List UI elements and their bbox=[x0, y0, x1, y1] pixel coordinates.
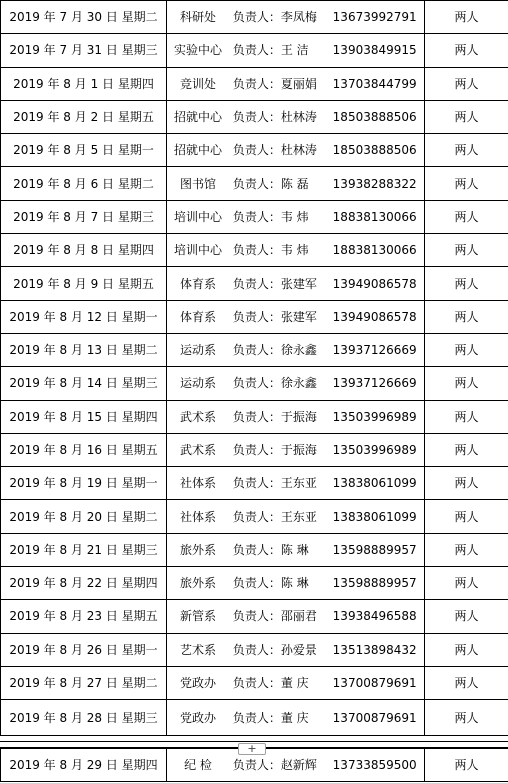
duty-date-cell[interactable]: 2019 年 8 月 28 日 星期三 bbox=[1, 700, 167, 736]
responsible-label: 负责人： bbox=[232, 76, 281, 91]
department-cell[interactable] bbox=[167, 500, 425, 533]
department-name: 党政办 bbox=[179, 676, 216, 691]
responsible-label: 负责人： bbox=[232, 542, 281, 557]
table-row bbox=[1, 234, 508, 267]
department-cell[interactable] bbox=[167, 234, 425, 267]
table-row bbox=[1, 567, 508, 600]
duty-date-cell[interactable]: 2019 年 8 月 21 日 星期三 bbox=[1, 533, 167, 566]
duty-date-cell[interactable]: 2019 年 8 月 5 日 星期一 bbox=[1, 134, 167, 167]
staff-count-cell[interactable]: 两人 bbox=[425, 700, 508, 736]
duty-date-cell[interactable]: 2019 年 8 月 19 日 星期一 bbox=[1, 467, 167, 500]
responsible-label: 负责人： bbox=[232, 710, 281, 725]
department-name: 新管系 bbox=[179, 609, 216, 624]
phone-number: 13938288322 bbox=[332, 176, 417, 191]
department-cell[interactable] bbox=[167, 34, 425, 67]
phone-number: 13949086578 bbox=[332, 309, 417, 324]
staff-count-cell[interactable]: 两人 bbox=[425, 167, 508, 200]
duty-date-cell[interactable]: 2019 年 8 月 12 日 星期一 bbox=[1, 300, 167, 333]
table-row bbox=[1, 533, 508, 566]
phone-number: 13700879691 bbox=[332, 676, 417, 691]
responsible-person: 夏丽娟 bbox=[280, 76, 317, 91]
phone-number: 13938496588 bbox=[332, 609, 417, 624]
staff-count-cell[interactable]: 两人 bbox=[425, 67, 508, 100]
department-name: 竞训处 bbox=[179, 76, 216, 91]
department-name: 科研处 bbox=[179, 10, 216, 25]
department-cell[interactable] bbox=[167, 100, 425, 133]
department-name: 党政办 bbox=[179, 710, 216, 725]
staff-count-cell[interactable]: 两人 bbox=[425, 1, 508, 34]
department-cell[interactable] bbox=[167, 633, 425, 666]
department-name: 招就中心 bbox=[173, 143, 222, 158]
responsible-person: 杜林涛 bbox=[280, 110, 317, 125]
responsible-label: 负责人： bbox=[232, 209, 281, 224]
department-cell[interactable] bbox=[167, 367, 425, 400]
duty-date-cell[interactable]: 2019 年 8 月 29 日 星期四 bbox=[1, 748, 167, 781]
responsible-person: 陈 磊 bbox=[280, 176, 309, 191]
phone-number: 18503888506 bbox=[332, 143, 417, 158]
department-cell[interactable] bbox=[167, 67, 425, 100]
duty-date-cell[interactable]: 2019 年 8 月 14 日 星期三 bbox=[1, 367, 167, 400]
responsible-label: 负责人： bbox=[232, 110, 281, 125]
department-cell[interactable] bbox=[167, 433, 425, 466]
duty-date-cell[interactable]: 2019 年 8 月 2 日 星期五 bbox=[1, 100, 167, 133]
department-name: 武术系 bbox=[179, 443, 216, 457]
table-row bbox=[1, 666, 508, 699]
responsible-person: 韦 炜 bbox=[280, 209, 309, 224]
table-row bbox=[1, 200, 508, 233]
responsible-label: 负责人： bbox=[232, 376, 281, 391]
phone-number: 13700879691 bbox=[332, 710, 417, 725]
table-row bbox=[1, 67, 508, 100]
responsible-label: 负责人： bbox=[232, 476, 281, 491]
department-name: 培训中心 bbox=[173, 209, 222, 224]
department-cell[interactable] bbox=[167, 600, 425, 633]
staff-count-cell[interactable]: 两人 bbox=[425, 34, 508, 67]
phone-number: 13503996989 bbox=[332, 409, 417, 424]
phone-number: 13949086578 bbox=[332, 276, 417, 291]
responsible-label: 负责人： bbox=[232, 10, 281, 25]
responsible-person: 徐永鑫 bbox=[280, 376, 317, 391]
department-name: 培训中心 bbox=[173, 243, 222, 258]
responsible-person: 徐永鑫 bbox=[280, 343, 317, 358]
responsible-person: 于振海 bbox=[280, 409, 317, 424]
department-cell[interactable] bbox=[167, 167, 425, 200]
staff-count-cell[interactable]: 两人 bbox=[425, 367, 508, 400]
phone-number: 13703844799 bbox=[332, 76, 417, 91]
phone-number: 13503996989 bbox=[332, 443, 417, 457]
staff-count-cell[interactable]: 两人 bbox=[425, 134, 508, 167]
phone-number: 13598889957 bbox=[332, 576, 417, 591]
responsible-person: 李凤梅 bbox=[280, 10, 317, 25]
duty-date-cell[interactable]: 2019 年 8 月 16 日 星期五 bbox=[1, 433, 167, 466]
department-cell[interactable] bbox=[167, 748, 425, 781]
responsible-person: 赵新辉 bbox=[280, 758, 317, 773]
staff-count-cell[interactable]: 两人 bbox=[425, 333, 508, 366]
duty-date-cell[interactable]: 2019 年 8 月 1 日 星期四 bbox=[1, 67, 167, 100]
department-cell[interactable] bbox=[167, 134, 425, 167]
phone-number: 18838130066 bbox=[332, 209, 417, 224]
department-cell[interactable] bbox=[167, 200, 425, 233]
staff-count-cell[interactable]: 两人 bbox=[425, 567, 508, 600]
table-row bbox=[1, 367, 508, 400]
responsible-label: 负责人： bbox=[232, 243, 281, 258]
responsible-label: 负责人： bbox=[232, 409, 281, 424]
staff-count-cell[interactable]: 两人 bbox=[425, 234, 508, 267]
phone-number: 18838130066 bbox=[332, 243, 417, 258]
table-row bbox=[1, 500, 508, 533]
table-row bbox=[1, 1, 508, 34]
department-cell[interactable] bbox=[167, 300, 425, 333]
staff-count-cell[interactable]: 两人 bbox=[425, 400, 508, 433]
duty-date-cell[interactable]: 2019 年 8 月 15 日 星期四 bbox=[1, 400, 167, 433]
responsible-label: 负责人： bbox=[232, 676, 281, 691]
department-name: 体育系 bbox=[179, 276, 216, 291]
responsible-person: 王 洁 bbox=[280, 43, 309, 58]
table-row bbox=[1, 34, 508, 67]
plus-icon[interactable]: + bbox=[238, 743, 266, 755]
duty-date-cell[interactable]: 2019 年 8 月 13 日 星期二 bbox=[1, 333, 167, 366]
department-name: 旅外系 bbox=[179, 542, 216, 557]
staff-count-cell[interactable]: 两人 bbox=[425, 433, 508, 466]
responsible-label: 负责人： bbox=[232, 509, 281, 524]
department-name: 体育系 bbox=[179, 309, 216, 324]
responsible-label: 负责人： bbox=[232, 309, 281, 324]
department-cell[interactable] bbox=[167, 400, 425, 433]
staff-count-cell[interactable]: 两人 bbox=[425, 533, 508, 566]
department-name: 运动系 bbox=[179, 343, 216, 358]
duty-date-cell[interactable]: 2019 年 8 月 9 日 星期五 bbox=[1, 267, 167, 300]
staff-count-cell[interactable]: 两人 bbox=[425, 633, 508, 666]
duty-date-cell[interactable]: 2019 年 7 月 30 日 星期二 bbox=[1, 1, 167, 34]
department-name: 纪 检 bbox=[184, 758, 212, 773]
table-row bbox=[1, 100, 508, 133]
responsible-person: 张建军 bbox=[280, 309, 317, 324]
staff-count-cell[interactable]: 两人 bbox=[425, 666, 508, 699]
duty-date-cell[interactable]: 2019 年 8 月 6 日 星期二 bbox=[1, 167, 167, 200]
duty-date-cell[interactable]: 2019 年 8 月 23 日 星期五 bbox=[1, 600, 167, 633]
staff-count-cell[interactable]: 两人 bbox=[425, 467, 508, 500]
table-row bbox=[1, 700, 508, 736]
department-name: 图书馆 bbox=[179, 176, 216, 191]
table-row bbox=[1, 267, 508, 300]
responsible-person: 王东亚 bbox=[280, 476, 317, 491]
responsible-person: 于振海 bbox=[280, 443, 317, 457]
staff-count-cell[interactable]: 两人 bbox=[425, 500, 508, 533]
responsible-person: 陈 琳 bbox=[280, 576, 309, 591]
phone-number: 13733859500 bbox=[332, 758, 417, 773]
responsible-label: 负责人： bbox=[232, 43, 281, 58]
table-row bbox=[1, 633, 508, 666]
responsible-label: 负责人： bbox=[232, 642, 281, 657]
table-row bbox=[1, 167, 508, 200]
responsible-label: 负责人： bbox=[232, 576, 281, 591]
department-name: 社体系 bbox=[179, 476, 216, 491]
phone-number: 13937126669 bbox=[332, 343, 417, 358]
department-name: 招就中心 bbox=[173, 110, 222, 125]
department-cell[interactable] bbox=[167, 267, 425, 300]
responsible-person: 陈 琳 bbox=[280, 542, 309, 557]
duty-roster-body bbox=[1, 1, 508, 736]
duty-date-cell[interactable]: 2019 年 8 月 8 日 星期四 bbox=[1, 234, 167, 267]
responsible-person: 杜林涛 bbox=[280, 143, 317, 158]
phone-number: 13598889957 bbox=[332, 542, 417, 557]
department-cell[interactable] bbox=[167, 1, 425, 34]
department-cell[interactable] bbox=[167, 333, 425, 366]
table-row bbox=[1, 467, 508, 500]
duty-date-cell[interactable]: 2019 年 8 月 7 日 星期三 bbox=[1, 200, 167, 233]
duty-date-cell[interactable]: 2019 年 7 月 31 日 星期三 bbox=[1, 34, 167, 67]
department-cell[interactable] bbox=[167, 567, 425, 600]
responsible-label: 负责人： bbox=[232, 176, 281, 191]
table-row bbox=[1, 400, 508, 433]
department-cell[interactable] bbox=[167, 700, 425, 736]
responsible-person: 张建军 bbox=[280, 276, 317, 291]
responsible-label: 负责人： bbox=[232, 609, 281, 624]
phone-number: 13903849915 bbox=[332, 43, 417, 58]
duty-date-cell[interactable]: 2019 年 8 月 20 日 星期二 bbox=[1, 500, 167, 533]
department-cell[interactable] bbox=[167, 533, 425, 566]
responsible-label: 负责人： bbox=[232, 758, 281, 773]
duty-date-cell[interactable]: 2019 年 8 月 26 日 星期一 bbox=[1, 633, 167, 666]
phone-number: 13838061099 bbox=[332, 476, 417, 491]
responsible-label: 负责人： bbox=[232, 276, 281, 291]
phone-number: 13838061099 bbox=[332, 509, 417, 524]
phone-number: 13513898432 bbox=[332, 642, 417, 657]
table-row bbox=[1, 433, 508, 466]
staff-count-cell[interactable]: 两人 bbox=[425, 267, 508, 300]
responsible-person: 王东亚 bbox=[280, 509, 317, 524]
duty-date-cell[interactable]: 2019 年 8 月 27 日 星期二 bbox=[1, 666, 167, 699]
staff-count-cell[interactable]: 两人 bbox=[425, 748, 508, 781]
staff-count-cell[interactable]: 两人 bbox=[425, 100, 508, 133]
table-row bbox=[1, 333, 508, 366]
responsible-person: 邵丽君 bbox=[280, 609, 317, 624]
department-name: 艺术系 bbox=[179, 642, 216, 657]
phone-number: 13673992791 bbox=[332, 10, 417, 25]
phone-number: 18503888506 bbox=[332, 110, 417, 125]
responsible-label: 负责人： bbox=[232, 343, 281, 358]
responsible-label: 负责人： bbox=[232, 143, 281, 158]
department-name: 社体系 bbox=[179, 509, 216, 524]
department-name: 实验中心 bbox=[173, 43, 222, 58]
table-row bbox=[1, 600, 508, 633]
department-cell[interactable] bbox=[167, 666, 425, 699]
staff-count-cell[interactable]: 两人 bbox=[425, 600, 508, 633]
phone-number: 13937126669 bbox=[332, 376, 417, 391]
duty-date-cell[interactable]: 2019 年 8 月 22 日 星期四 bbox=[1, 567, 167, 600]
responsible-person: 董 庆 bbox=[280, 676, 309, 691]
staff-count-cell[interactable]: 两人 bbox=[425, 200, 508, 233]
department-name: 武术系 bbox=[179, 409, 216, 424]
responsible-person: 董 庆 bbox=[280, 710, 309, 725]
table-row bbox=[1, 134, 508, 167]
department-name: 旅外系 bbox=[179, 576, 216, 591]
staff-count-cell[interactable]: 两人 bbox=[425, 300, 508, 333]
department-name: 运动系 bbox=[179, 376, 216, 391]
responsible-person: 孙爱景 bbox=[280, 642, 317, 657]
table-row bbox=[1, 300, 508, 333]
responsible-label: 负责人： bbox=[232, 443, 281, 457]
responsible-person: 韦 炜 bbox=[280, 243, 309, 258]
department-cell[interactable] bbox=[167, 467, 425, 500]
